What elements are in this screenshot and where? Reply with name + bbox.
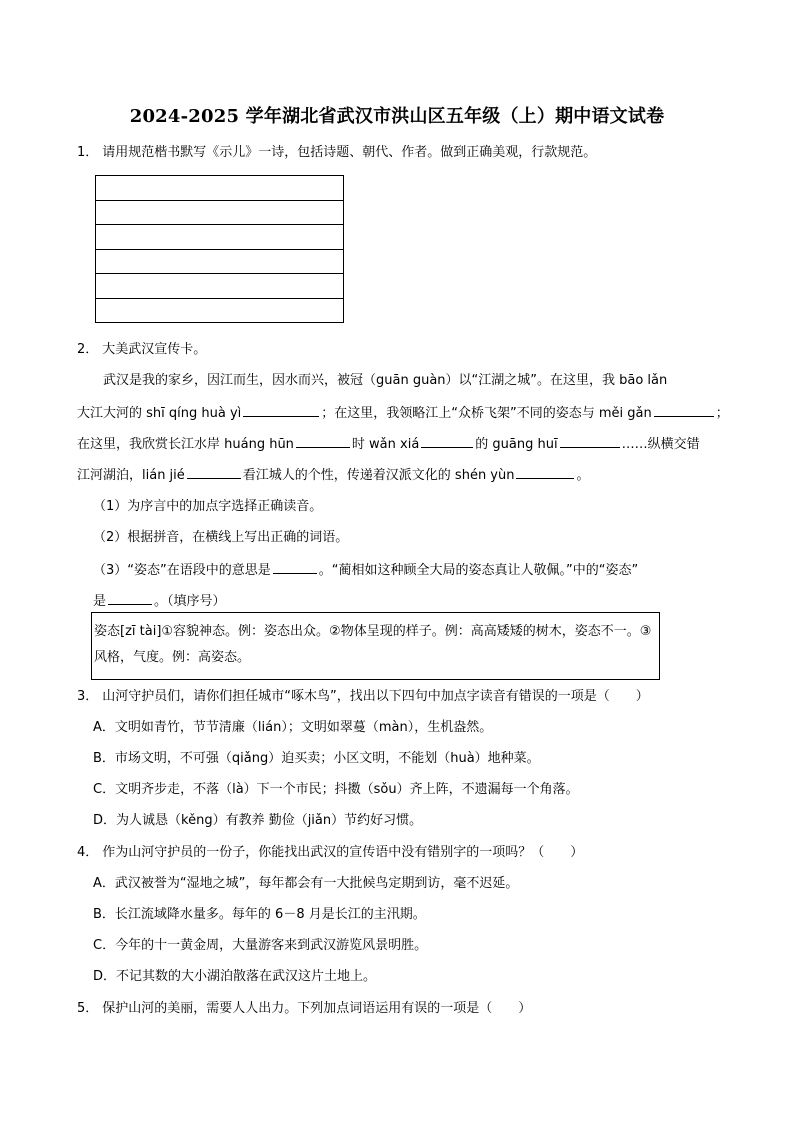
question-number: 2． [77,342,99,357]
passage-text: 。 [576,468,590,483]
pinyin-prompt: 时 wǎn xiá [351,437,420,452]
writing-row[interactable] [96,225,343,250]
question-number: 4． [77,845,99,860]
writing-grid[interactable] [95,175,344,323]
question-4 [77,843,734,863]
definition-box: 姿态[zī tài]①容貌神态。例：姿态出众。②物体呈现的样子。例：高高矮矮的树木，姿态不一。③风格，气度。例：高姿态。 [91,612,660,680]
pinyin-prompt: 江河湖泊，lián jié [77,468,185,483]
pinyin-prompt: 看江城人的个性，传递着汉派文化的 shén yùn [242,468,515,483]
passage-text: ；在这里，我领略江上“众桥飞架”不同的姿态与 měi gǎn [321,406,652,421]
question-number: 5． [77,1001,99,1016]
writing-row[interactable] [96,274,343,299]
passage-text: ； [715,406,729,421]
question-text: 保护山河的美丽，需要人人出力。下列加点词语运用有误的一项是（ ） [102,1001,532,1016]
sub-question-3 [93,559,734,581]
question-3 [77,687,734,707]
passage-line-1 [103,371,734,391]
question-1 [77,143,734,163]
option-d[interactable]: D．不记其数的大小湖泊散落在武汉这片土地上。 [93,969,377,984]
passage-line-3 [77,433,734,455]
question-5 [77,999,734,1019]
sub-question-3-cont [93,590,734,612]
pinyin-prompt: 在这里，我欣赏长江水岸 huáng hūn [77,437,294,452]
pinyin-prompt: 的 guāng huī [475,437,558,452]
question-text: 请用规范楷书默写《示儿》一诗，包括诗题、朝代、作者。做到正确美观，行款规范。 [102,145,597,160]
sub-question-2: （2）根据拼音，在横线上写出正确的词语。 [93,530,349,545]
answer-blank[interactable] [654,402,714,417]
writing-row[interactable] [96,176,343,201]
answer-blank[interactable] [560,433,620,448]
question-number: 3． [77,689,99,704]
sub-question-text: 。（填序号） [154,594,226,609]
question-2 [77,340,734,360]
passage-text: 武汉是我的家乡，因江而生，因水而兴，被冠（guān guàn）以“江湖之城”。在这里，我 bāo lǎn [103,373,668,388]
option-a[interactable]: A．文明如青竹，节节清廉（lián）；文明如翠蔓（màn），生机盎然。 [93,720,493,735]
answer-blank[interactable] [421,433,473,448]
question-number: 1． [77,145,99,160]
answer-blank[interactable] [108,590,152,605]
question-text: 作为山河守护员的一份子，你能找出武汉的宣传语中没有错别字的一项吗？（ ） [102,845,584,860]
writing-row[interactable] [96,201,343,226]
writing-row[interactable] [96,250,343,275]
answer-blank[interactable] [273,559,317,574]
sub-question-text: 。“蔺相如这种顾全大局的姿态真让人敬佩。”中的“姿态” [318,563,639,578]
option-c[interactable]: C．文明齐步走，不落（là）下一个市民；抖擞（sǒu）齐上阵，不遗漏每一个角落。 [93,782,579,797]
page-title: 2024-2025 学年湖北省武汉市洪山区五年级（上）期中语文试卷 [129,106,665,127]
sub-question-text: （3）“姿态”在语段中的意思是 [93,563,271,578]
answer-blank[interactable] [243,402,319,417]
option-a[interactable]: A．武汉被誉为“湿地之城”，每年都会有一大批候鸟定期到访，毫不迟延。 [93,876,519,891]
sub-question-1: （1）为序言中的加点字选择正确读音。 [93,499,323,514]
sub-question-text: 是 [93,594,107,609]
question-text: 大美武汉宣传卡。 [102,342,207,357]
passage-text: ……纵横交错 [621,437,700,452]
option-b[interactable]: B．市场文明，不可强（qiǎng）迫买卖；小区文明，不能划（huà）地种菜。 [93,751,540,766]
option-b[interactable]: B．长江流域降水量多。每年的 6－8 月是长江的主汛期。 [93,907,426,922]
question-text: 山河守护员们，请你们担任城市“啄木鸟”，找出以下四句中加点字读音有错误的一项是（ ） [102,689,649,704]
answer-blank[interactable] [187,464,241,479]
answer-blank[interactable] [296,433,350,448]
option-d[interactable]: D．为人诚恳（kěng）有教养 勤俭（jiǎn）节约好习惯。 [93,813,423,828]
pinyin-prompt: 大江大河的 shī qíng huà yì [77,406,242,421]
answer-blank[interactable] [516,464,574,479]
passage-line-4 [77,464,734,486]
option-c[interactable]: C．今年的十一黄金周，大量游客来到武汉游览风景明胜。 [93,938,428,953]
passage-line-2 [77,402,734,424]
writing-row[interactable] [96,299,343,324]
